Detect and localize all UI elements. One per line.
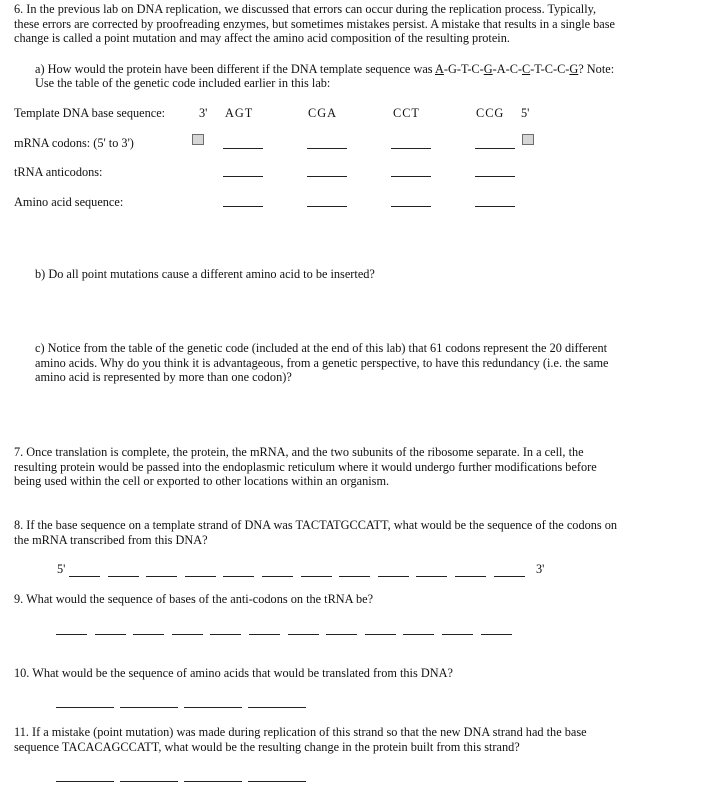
q9-blank-7[interactable]: [288, 634, 319, 635]
q8-start-5prime: 5': [57, 562, 66, 576]
amino-blank-1[interactable]: [223, 206, 263, 207]
amino-blank-4[interactable]: [475, 206, 515, 207]
q9-blank-12[interactable]: [481, 634, 512, 635]
seq-part: -G-T-C-: [443, 62, 484, 76]
q8-blank-7[interactable]: [301, 576, 332, 577]
seq-mutated-base-3: C: [522, 62, 531, 76]
q11-line1: 11. If a mistake (point mutation) was made during replication of this strand so that the new DNA strand had the base: [14, 725, 587, 739]
q6b-question: b) Do all point mutations cause a different amino acid to be inserted?: [35, 267, 375, 281]
trna-blank-1[interactable]: [223, 176, 263, 177]
q7-line1: 7. Once translation is complete, the protein, the mRNA, and the two subunits of the ribosome separate. In a cell, the: [14, 445, 584, 459]
q11-blank-2[interactable]: [120, 781, 178, 782]
q8-blank-10[interactable]: [416, 576, 447, 577]
q10-question: 10. What would be the sequence of amino acids that would be translated from this DNA?: [14, 666, 453, 680]
q9-blank-9[interactable]: [365, 634, 396, 635]
q11-blank-3[interactable]: [184, 781, 242, 782]
template-codon-2: CGA: [308, 106, 337, 120]
q9-blank-5[interactable]: [210, 634, 241, 635]
q11-blank-1[interactable]: [56, 781, 114, 782]
q8-blank-8[interactable]: [339, 576, 370, 577]
q10-blank-3[interactable]: [184, 707, 242, 708]
q6a-suffix: ? Note:: [578, 62, 615, 76]
template-dna-label: Template DNA base sequence:: [14, 106, 166, 120]
template-codon-3: CCT: [393, 106, 420, 120]
seq-part: -A-C-: [492, 62, 522, 76]
template-codon-1: AGT: [225, 106, 254, 120]
mrna-codons-label: mRNA codons: (5' to 3'): [14, 136, 134, 150]
q9-question: 9. What would the sequence of bases of the anti-codons on the tRNA be?: [14, 592, 374, 606]
q8-blank-9[interactable]: [378, 576, 409, 577]
q11-blank-4[interactable]: [248, 781, 306, 782]
q8-blank-3[interactable]: [146, 576, 177, 577]
q9-blank-3[interactable]: [133, 634, 164, 635]
q8-blank-12[interactable]: [494, 576, 525, 577]
mrna-blank-4[interactable]: [475, 148, 515, 149]
trna-blank-4[interactable]: [475, 176, 515, 177]
q9-blank-8[interactable]: [326, 634, 357, 635]
q7-line2: resulting protein would be passed into the endoplasmic reticulum where it would undergo further modifications before: [14, 460, 597, 474]
q8-blank-6[interactable]: [262, 576, 293, 577]
seq-mutated-base-2: G: [483, 62, 493, 76]
q6a-question-line1: [35, 62, 614, 77]
q8-blank-2[interactable]: [108, 576, 139, 577]
template-codon-4: CCG: [476, 106, 505, 120]
q9-blank-6[interactable]: [249, 634, 280, 635]
q8-end-3prime: 3': [536, 562, 545, 576]
q8-line2: the mRNA transcribed from this DNA?: [14, 533, 208, 547]
q10-blank-1[interactable]: [56, 707, 114, 708]
q6c-line2: amino acids. Why do you think it is advantageous, from a genetic perspective, to have this redundancy (i.e. the same: [35, 356, 609, 370]
q10-blank-4[interactable]: [248, 707, 306, 708]
q6-intro-line1: 6. In the previous lab on DNA replication, we discussed that errors can occur during the replication process. Typically,: [14, 2, 597, 16]
trna-blank-2[interactable]: [307, 176, 347, 177]
q11-line2: sequence TACACAGCCATT, what would be the resulting change in the protein built from this strand?: [14, 740, 520, 754]
amino-blank-2[interactable]: [307, 206, 347, 207]
q9-blank-10[interactable]: [403, 634, 434, 635]
q9-blank-2[interactable]: [95, 634, 126, 635]
seq-part: -T-C-C-: [530, 62, 570, 76]
amino-blank-3[interactable]: [391, 206, 431, 207]
q6c-line1: c) Notice from the table of the genetic code (included at the end of this lab) that 61 codons represent the 20 different: [35, 341, 608, 355]
q8-blank-5[interactable]: [223, 576, 254, 577]
checkbox-start[interactable]: [192, 134, 204, 145]
q8-blank-4[interactable]: [185, 576, 216, 577]
checkbox-end[interactable]: [522, 134, 534, 145]
prime-5-label: 5': [521, 106, 530, 120]
mrna-blank-2[interactable]: [307, 148, 347, 149]
q6a-sequence: [435, 62, 578, 76]
amino-acid-sequence-label: Amino acid sequence:: [14, 195, 124, 209]
q7-line3: being used within the cell or exported to other locations within an organism.: [14, 474, 390, 488]
q10-blank-2[interactable]: [120, 707, 178, 708]
q6-intro-line3: change is called a point mutation and may affect the amino acid composition of the resulting protein.: [14, 31, 510, 45]
q6a-prefix: a) How would the protein have been different if the DNA template sequence was: [35, 62, 435, 76]
q9-blank-4[interactable]: [172, 634, 203, 635]
q8-blank-11[interactable]: [455, 576, 486, 577]
q8-blank-1[interactable]: [69, 576, 100, 577]
q8-line1: 8. If the base sequence on a template strand of DNA was TACTATGCCATT, what would be the sequence of the codons on: [14, 518, 618, 532]
seq-mutated-base-1: A: [434, 62, 444, 76]
q6-intro-line2: these errors are corrected by proofreading enzymes, but sometimes mistakes persist. A mistake that results in a single base: [14, 17, 616, 31]
q9-blank-1[interactable]: [56, 634, 87, 635]
prime-3-label: 3': [199, 106, 208, 120]
q6c-line3: amino acid is represented by more than one codon)?: [35, 370, 292, 384]
q9-blank-11[interactable]: [442, 634, 473, 635]
mrna-blank-1[interactable]: [223, 148, 263, 149]
trna-anticodons-label: tRNA anticodons:: [14, 165, 103, 179]
mrna-blank-3[interactable]: [391, 148, 431, 149]
q6a-question-line2: Use the table of the genetic code included earlier in this lab:: [35, 76, 331, 90]
trna-blank-3[interactable]: [391, 176, 431, 177]
seq-mutated-base-4: G: [569, 62, 579, 76]
